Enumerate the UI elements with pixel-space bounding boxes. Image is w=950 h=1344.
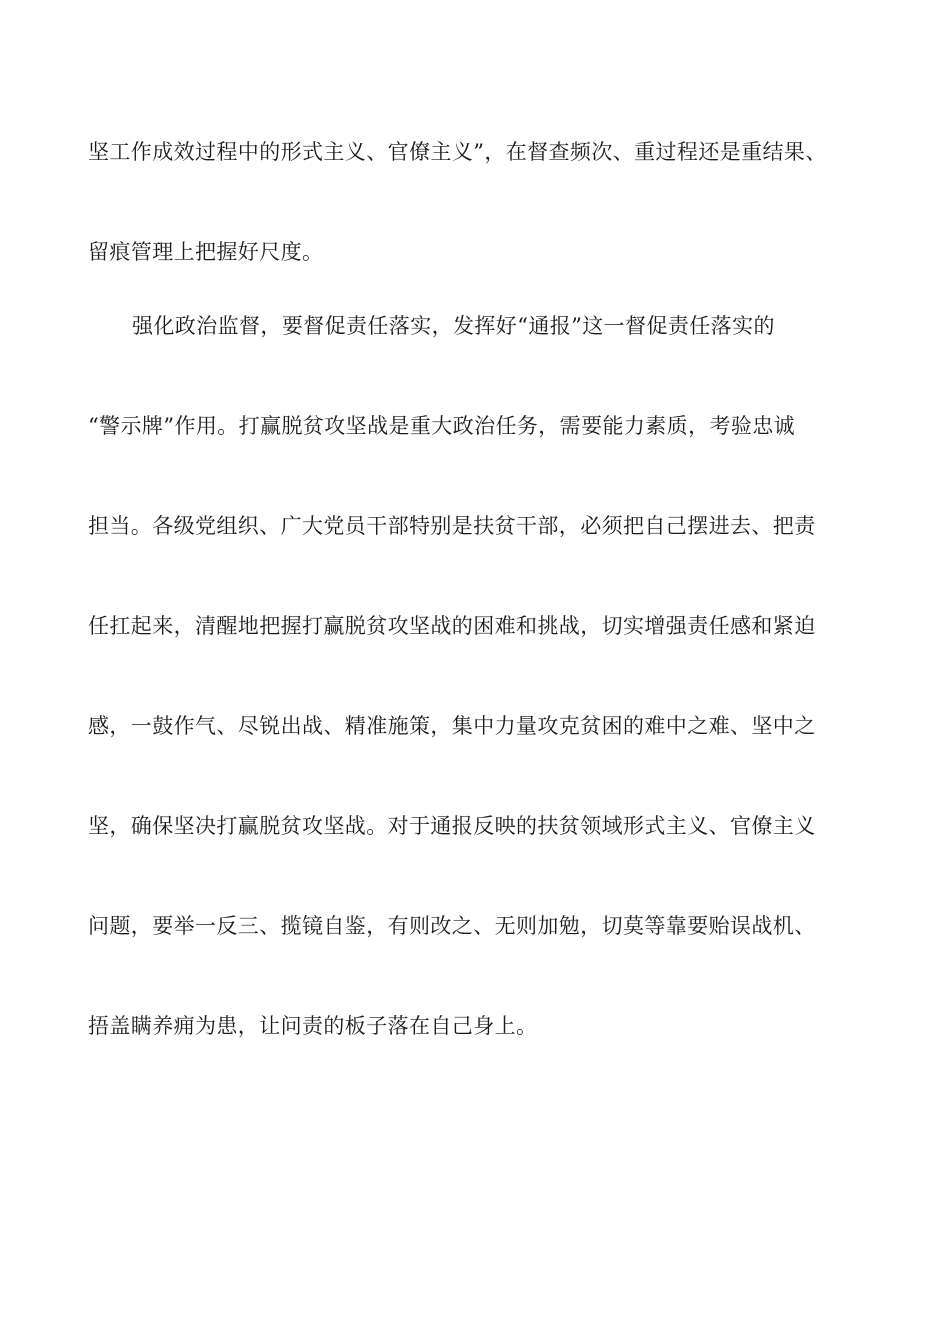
text-line: 任扛起来，清醒地把握打赢脱贫攻坚战的困难和挑战，切实增强责任感和紧迫	[88, 614, 816, 638]
text-line: 问题，要举一反三、揽镜自鉴，有则改之、无则加勉，切莫等靠要贻误战机、	[88, 914, 816, 938]
text-line: 捂盖瞒养痈为患，让问责的板子落在自己身上。	[88, 1014, 538, 1038]
text-line: “警示牌”作用。打赢脱贫攻坚战是重大政治任务，需要能力素质，考验忠诚	[88, 414, 796, 438]
text-line: 坚工作成效过程中的形式主义、官僚主义”，在督查频次、重过程还是重结果、	[88, 140, 827, 164]
paragraph-start-line: 强化政治监督，要督促责任落实，发挥好“通报”这一督促责任落实的	[132, 314, 775, 338]
text-line: 担当。各级党组织、广大党员干部特别是扶贫干部，必须把自己摆进去、把责	[88, 514, 816, 538]
text-line: 坚，确保坚决打赢脱贫攻坚战。对于通报反映的扶贫领域形式主义、官僚主义	[88, 814, 816, 838]
text-line: 留痕管理上把握好尺度。	[88, 240, 324, 264]
text-line: 感，一鼓作气、尽锐出战、精准施策，集中力量攻克贫困的难中之难、坚中之	[88, 714, 816, 738]
